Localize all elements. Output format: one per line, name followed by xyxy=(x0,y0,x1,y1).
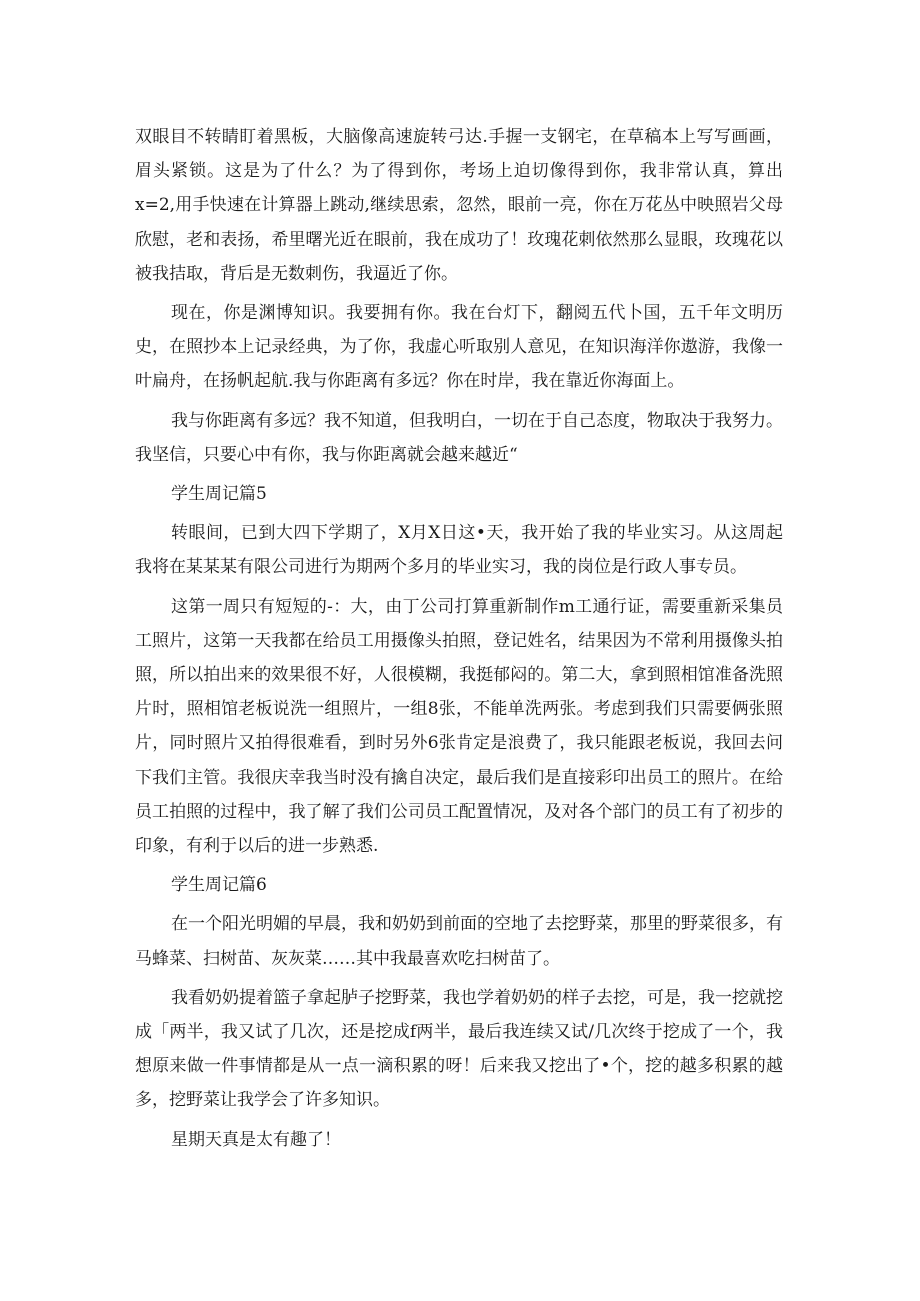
paragraph-2: 现在，你是渊博知识。我要拥有你。我在台灯下，翻阅五代卜国，五千年文明历史，在照抄本上记录经典，为了你，我虚心听取别人意见，在知识海洋你遨游，我像一叶扁舟，在扬帆起航.我与你距离有多远？你在时岸，我在靠近你海面上。 xyxy=(135,303,783,392)
paragraph-6: 在一个阳光明媚的早晨，我和奶奶到前面的空地了去挖野菜，那里的野菜很多，有马蜂菜、扫树苗、灰灰菜……其中我最喜欢吃扫树苗了。 xyxy=(135,914,783,969)
document-body xyxy=(135,120,783,1157)
section-heading-6: 学生周记篇6 xyxy=(171,875,267,896)
paragraph-8: 星期天真是太有趣了！ xyxy=(171,1129,341,1150)
paragraph-7: 我看奶奶提着篮子拿起胪子挖野菜，我也学着奶奶的样子去挖，可是，我一挖就挖成「两半，我又试了几次，还是挖成f两半，最后我连续又试/几次终于挖成了一个，我想原来做一件事情都是从一点一滴积累的呀！后来我又挖出了•个，挖的越多积累的越多，挖野菜让我学会了许多知识。 xyxy=(135,987,783,1111)
paragraph-5: 这第一周只有短短的-：大，由丁公司打算重新制作m工通行证，需要重新采集员工照片，这第一天我都在给员工用摄像头拍照，登记姓名，结果因为不常利用摄像头拍照，所以拍出来的效果很不好，人很模糊，我挺郁闷的。第二大，拿到照相馆准备洗照片时，照相馆老板说洗一组照片，一组8张，不能单洗两张。考虑到我们只需要俩张照片，同时照片又拍得很难看，到时另外6张肯定是浪费了，我只能跟老板说，我回去问下我们主管。我很庆幸我当时没有擒自决定，最后我们是直接彩印出员工的照片。在给员工拍照的过程中，我了解了我们公司员工配置情况，及对各个部门的员工有了初步的印象，有利于以后的进一步熟悉. xyxy=(135,596,783,857)
paragraph-4: 转眼间，已到大四下学期了，X月X日这•天，我开始了我的毕业实习。从这周起我将在某某某有限公司进行为期两个多月的毕业实习，我的岗位是行政人事专员。 xyxy=(135,523,783,578)
paragraph-3: 我与你距离有多远？我不知道，但我明白，一切在于自己态度，物取决于我努力。我坚信，只要心中有你，我与你距离就会越来越近“ xyxy=(135,410,783,465)
section-heading-5: 学生周记篇5 xyxy=(171,484,267,505)
paragraph-1: 双眼目不转睛盯着黑板，大脑像高速旋转弓达.手握一支钢宅，在草稿本上写写画画，眉头紧锁。这是为了什么？为了得到你，考场上迫切像得到你，我非常认真，算出x=2,用手快速在计算器上跳动,继续思索，忽然，眼前一亮，你在万花丛中映照岩父母欣慰，老和表扬，希里曙光近在眼前，我在成功了！玫瑰花刺依然那么显眼，玫瑰花以被我拮取，背后是无数刺伤，我逼近了你。 xyxy=(135,127,783,284)
